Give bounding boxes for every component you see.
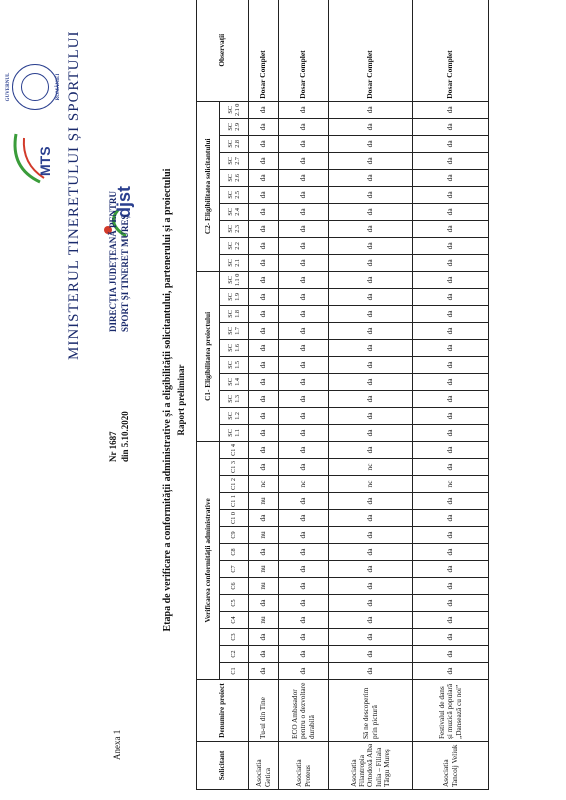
admin-check-cell: da [413, 527, 489, 544]
c2-check-cell: da [329, 203, 413, 220]
gov-seal-top-text: GUVERNUL [6, 72, 11, 102]
c1-check-cell: da [413, 424, 489, 441]
table-row [329, 0, 413, 790]
admin-col-header: C8 [220, 544, 249, 561]
admin-col-header: C1 2 [220, 476, 249, 493]
direction-line-1: DIRECȚIA JUDEȚEANĂ PENTRU [108, 190, 118, 332]
admin-check-cell: nu [249, 493, 279, 510]
annex-label: Anexa 1 [112, 729, 122, 760]
admin-check-cell: nu [249, 527, 279, 544]
c2-check-cell: da [413, 254, 489, 271]
mts-logo-text: MTS [37, 146, 53, 176]
c1-check-cell: da [279, 339, 329, 356]
mts-logo-icon [6, 128, 54, 188]
document-date: din 5.10.2020 [120, 411, 130, 462]
admin-check-cell: da [329, 578, 413, 595]
admin-col-header: C1 0 [220, 510, 249, 527]
c2-col-header: SC 2.6 [220, 169, 249, 186]
c2-check-cell: da [279, 186, 329, 203]
admin-check-cell: da [329, 527, 413, 544]
admin-check-cell: da [329, 595, 413, 612]
c1-col-header: SC 1.6 [220, 339, 249, 356]
c2-check-cell: da [249, 169, 279, 186]
report-title: Etapa de verificare a conformității administrative și a eligibilității solicitantului, partenerului și a proiectului [162, 168, 173, 632]
admin-check-cell: da [413, 629, 489, 646]
c1-check-cell: da [249, 424, 279, 441]
c1-check-cell: da [413, 407, 489, 424]
table-row [279, 0, 329, 790]
report-subtitle: Raport preliminar [176, 364, 186, 436]
admin-check-cell: nc [249, 476, 279, 493]
admin-check-cell: da [329, 561, 413, 578]
admin-check-cell: da [279, 459, 329, 476]
c2-check-cell: da [249, 118, 279, 135]
admin-check-cell: nu [249, 561, 279, 578]
admin-col-header: C7 [220, 561, 249, 578]
c2-col-header: SC 2.9 [220, 118, 249, 135]
c1-col-header: SC 1.1 0 [220, 271, 249, 288]
col-header-solicitant: Solicitant [197, 742, 249, 790]
c1-check-cell: da [279, 407, 329, 424]
admin-check-cell: da [413, 646, 489, 663]
c2-check-cell: da [279, 135, 329, 152]
c2-check-cell: da [279, 101, 329, 118]
solicitant-cell: Asociatia Filantropia Ortodoxă Alba Iulia – Filiala Târgu Mureș [329, 742, 413, 790]
admin-check-cell: da [249, 629, 279, 646]
c1-check-cell: da [329, 390, 413, 407]
table-row [413, 0, 489, 790]
document-number: Nr 1687 [108, 431, 118, 462]
c2-check-cell: da [329, 101, 413, 118]
admin-check-cell: da [279, 629, 329, 646]
c2-check-cell: da [249, 152, 279, 169]
c1-check-cell: da [279, 356, 329, 373]
admin-check-cell: da [413, 663, 489, 680]
admin-check-cell: da [413, 612, 489, 629]
c1-check-cell: da [249, 271, 279, 288]
gov-seal-bottom-text: ROMÂNIEI [56, 73, 61, 101]
project-name-cell: ECO Ambasador pentru o dezvoltare durabilă [279, 680, 329, 742]
c2-check-cell: da [413, 203, 489, 220]
c2-check-cell: da [329, 169, 413, 186]
c1-check-cell: da [249, 322, 279, 339]
admin-check-cell: da [249, 646, 279, 663]
admin-check-cell: da [279, 595, 329, 612]
admin-check-cell: da [279, 578, 329, 595]
c1-check-cell: da [279, 390, 329, 407]
solicitant-cell: Asociatia Getica [249, 742, 279, 790]
c2-check-cell: da [279, 237, 329, 254]
c2-check-cell: da [413, 220, 489, 237]
admin-check-cell: da [249, 663, 279, 680]
c2-check-cell: da [329, 237, 413, 254]
admin-check-cell: da [279, 663, 329, 680]
admin-check-cell: da [413, 544, 489, 561]
admin-check-cell: da [413, 493, 489, 510]
admin-check-cell: nu [249, 612, 279, 629]
c1-col-header: SC 1.1 [220, 424, 249, 441]
admin-check-cell: da [249, 510, 279, 527]
admin-check-cell: nc [329, 459, 413, 476]
admin-check-cell: nu [249, 578, 279, 595]
djst-logo-text: djst [114, 185, 134, 218]
c1-check-cell: da [249, 407, 279, 424]
group-header-c1: C1- Eligibilitatea proiectului [197, 271, 220, 441]
c2-check-cell: da [249, 101, 279, 118]
c1-check-cell: da [249, 356, 279, 373]
admin-check-cell: da [279, 441, 329, 458]
c2-check-cell: da [279, 203, 329, 220]
c1-check-cell: da [413, 339, 489, 356]
c2-col-header: SC 2.8 [220, 135, 249, 152]
admin-check-cell: da [249, 441, 279, 458]
admin-check-cell: nc [329, 476, 413, 493]
c1-check-cell: da [413, 356, 489, 373]
admin-check-cell: da [329, 612, 413, 629]
c1-col-header: SC 1.9 [220, 288, 249, 305]
admin-check-cell: da [329, 544, 413, 561]
c2-col-header: SC 2.7 [220, 152, 249, 169]
c1-check-cell: da [413, 271, 489, 288]
c2-check-cell: da [329, 152, 413, 169]
admin-col-header: C3 [220, 629, 249, 646]
c2-col-header: SC 2.3 [220, 220, 249, 237]
admin-col-header: C6 [220, 578, 249, 595]
solicitant-cell: Asociatia Proteus [279, 742, 329, 790]
admin-col-header: C9 [220, 527, 249, 544]
c1-check-cell: da [249, 305, 279, 322]
c1-col-header: SC 1.7 [220, 322, 249, 339]
c1-check-cell: da [249, 339, 279, 356]
project-name-cell: Să ne descoperim prin pictură [329, 680, 413, 742]
c1-check-cell: da [413, 322, 489, 339]
c1-col-header: SC 1.2 [220, 407, 249, 424]
c2-col-header: SC 2.1 [220, 254, 249, 271]
c1-check-cell: da [329, 407, 413, 424]
c2-check-cell: da [413, 186, 489, 203]
c2-check-cell: da [279, 152, 329, 169]
direction-line-2: SPORT ȘI TINERET MUREȘ [120, 214, 130, 332]
admin-col-header: C1 1 [220, 493, 249, 510]
admin-check-cell: da [413, 561, 489, 578]
admin-check-cell: da [249, 595, 279, 612]
c1-check-cell: da [329, 288, 413, 305]
c2-check-cell: da [329, 135, 413, 152]
c1-check-cell: da [279, 271, 329, 288]
admin-col-header: C1 3 [220, 459, 249, 476]
admin-check-cell: da [413, 441, 489, 458]
c2-check-cell: da [249, 186, 279, 203]
c2-check-cell: da [279, 254, 329, 271]
c1-check-cell: da [249, 288, 279, 305]
c2-check-cell: da [413, 237, 489, 254]
admin-col-header: C5 [220, 595, 249, 612]
c1-check-cell: da [279, 424, 329, 441]
col-header-observatii: Observații [197, 0, 249, 101]
c2-check-cell: da [413, 152, 489, 169]
observation-cell: Dosar Complet [279, 0, 329, 101]
c1-check-cell: da [329, 424, 413, 441]
observation-cell: Dosar Complet [413, 0, 489, 101]
c1-check-cell: da [413, 305, 489, 322]
c2-check-cell: da [329, 186, 413, 203]
c1-check-cell: da [329, 339, 413, 356]
c2-check-cell: da [279, 220, 329, 237]
admin-check-cell: da [279, 493, 329, 510]
c1-check-cell: da [249, 390, 279, 407]
admin-check-cell: da [413, 595, 489, 612]
observation-cell: Dosar Complet [329, 0, 413, 101]
admin-col-header: C2 [220, 646, 249, 663]
admin-check-cell: da [279, 544, 329, 561]
admin-check-cell: nc [279, 476, 329, 493]
c1-check-cell: da [329, 373, 413, 390]
admin-check-cell: da [329, 493, 413, 510]
admin-check-cell: da [413, 578, 489, 595]
c1-check-cell: da [279, 322, 329, 339]
c2-check-cell: da [329, 220, 413, 237]
admin-check-cell: da [279, 646, 329, 663]
c1-check-cell: da [279, 288, 329, 305]
solicitant-cell: Asociatia Tancolj Veliuk [413, 742, 489, 790]
c2-check-cell: da [249, 254, 279, 271]
c2-check-cell: da [249, 220, 279, 237]
admin-check-cell: da [329, 663, 413, 680]
admin-check-cell: da [279, 561, 329, 578]
c2-check-cell: da [413, 169, 489, 186]
admin-col-header: C1 4 [220, 441, 249, 458]
c1-check-cell: da [249, 373, 279, 390]
admin-check-cell: da [329, 646, 413, 663]
ministry-name: MINISTERUL TINERETULUI ȘI SPORTULUI [66, 30, 82, 360]
c2-check-cell: da [413, 135, 489, 152]
c2-check-cell: da [329, 118, 413, 135]
c1-col-header: SC 1.4 [220, 373, 249, 390]
admin-col-header: C4 [220, 612, 249, 629]
c1-check-cell: da [413, 390, 489, 407]
c2-check-cell: da [249, 135, 279, 152]
c1-check-cell: da [413, 373, 489, 390]
c1-check-cell: da [413, 288, 489, 305]
c1-col-header: SC 1.3 [220, 390, 249, 407]
c2-check-cell: da [249, 203, 279, 220]
c2-col-header: SC 2.4 [220, 203, 249, 220]
group-header-admin: Verificarea conformității administrative [197, 441, 220, 679]
group-header-c2: C2- Eligibilitatea solicitantului [197, 101, 220, 271]
c2-check-cell: da [249, 237, 279, 254]
c1-check-cell: da [279, 305, 329, 322]
admin-check-cell: nc [413, 476, 489, 493]
government-seal-icon [12, 64, 58, 110]
admin-check-cell: da [279, 612, 329, 629]
admin-check-cell: da [279, 527, 329, 544]
c2-col-header: SC 2.1 0 [220, 101, 249, 118]
c1-check-cell: da [329, 271, 413, 288]
c2-col-header: SC 2.2 [220, 237, 249, 254]
c2-check-cell: da [279, 118, 329, 135]
c1-col-header: SC 1.5 [220, 356, 249, 373]
c2-check-cell: da [413, 118, 489, 135]
admin-check-cell: da [329, 441, 413, 458]
c2-col-header: SC 2.5 [220, 186, 249, 203]
c1-check-cell: da [329, 356, 413, 373]
admin-check-cell: da [249, 459, 279, 476]
project-name-cell: Festivalul de dans și muzică populară „Dansează cu noi” [413, 680, 489, 742]
c1-check-cell: da [329, 305, 413, 322]
c1-col-header: SC 1.8 [220, 305, 249, 322]
admin-check-cell: da [279, 510, 329, 527]
c2-check-cell: da [413, 101, 489, 118]
admin-col-header: C1 [220, 663, 249, 680]
admin-check-cell: da [249, 544, 279, 561]
col-header-denumire: Denumire proiect [197, 680, 249, 742]
admin-check-cell: da [413, 510, 489, 527]
c1-check-cell: da [329, 322, 413, 339]
project-name-cell: Tu-ul din Tine [249, 680, 279, 742]
c2-check-cell: da [279, 169, 329, 186]
admin-check-cell: da [329, 629, 413, 646]
observation-cell: Dosar Complet [249, 0, 279, 101]
table-row [249, 0, 279, 790]
c1-check-cell: da [279, 373, 329, 390]
verification-table [196, 0, 489, 790]
c2-check-cell: da [329, 254, 413, 271]
admin-check-cell: da [413, 459, 489, 476]
admin-check-cell: da [329, 510, 413, 527]
